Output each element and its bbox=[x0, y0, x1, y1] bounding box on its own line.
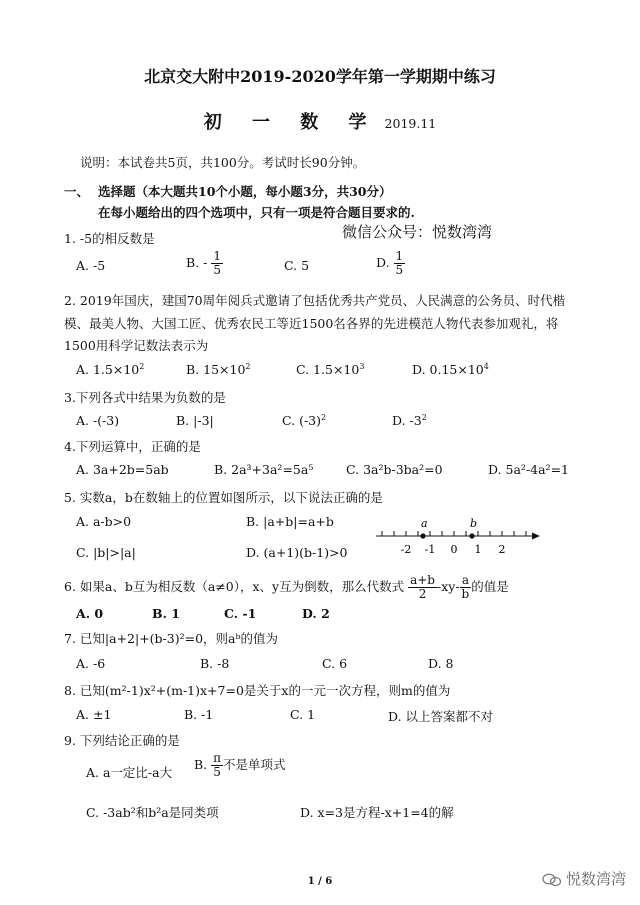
q5-option-b: B. |a+b|=a+b bbox=[246, 514, 334, 529]
exam-date: 2019.11 bbox=[384, 116, 437, 131]
q9-option-c: C. -3ab²和b²a是同类项 bbox=[86, 805, 219, 820]
fraction-numerator: a+b bbox=[410, 573, 435, 587]
tick-label: -2 bbox=[400, 543, 412, 556]
exponent: 2 bbox=[245, 362, 251, 371]
option-text: D. -3 bbox=[392, 413, 422, 429]
q6-option-c: C. -1 bbox=[224, 606, 257, 621]
q6-end-text: 的值是 bbox=[471, 579, 509, 595]
option-text: C. (-3) bbox=[282, 413, 321, 429]
arrow-right-icon bbox=[532, 533, 540, 540]
option-text: C. 1.5×10 bbox=[296, 362, 360, 378]
q6-fraction-1 bbox=[408, 574, 437, 601]
q3-option-d bbox=[392, 413, 427, 428]
q6-stem-text: 6. 如果a、b互为相反数（a≠0），x、y互为倒数，那么代数式 bbox=[64, 579, 405, 595]
q1-option-d-label: D. bbox=[376, 255, 390, 271]
question-2-line-1: 2. 2019年国庆，建国70周年阅兵式邀请了包括优秀共产党员、人民满意的公务员、时代楷 bbox=[64, 293, 566, 308]
q3-option-a: A. -(-3) bbox=[76, 413, 120, 428]
q8-option-d: D. 以上答案都不对 bbox=[388, 709, 494, 724]
q7-option-a: A. -6 bbox=[76, 656, 106, 671]
q3-option-c bbox=[282, 413, 326, 428]
q2-option-c bbox=[296, 362, 364, 377]
fraction-denominator: 5 bbox=[395, 263, 404, 278]
q7-option-c: C. 6 bbox=[322, 656, 348, 671]
q1-option-c: C. 5 bbox=[284, 258, 310, 273]
q6-middle-text: -xy- bbox=[436, 579, 460, 595]
fraction-numerator: 1 bbox=[395, 249, 404, 263]
q1-option-b-label: B. - bbox=[186, 255, 208, 271]
section-number: 一、 bbox=[64, 184, 90, 199]
question-2-line-3: 1500用科学记数法表示为 bbox=[64, 338, 209, 353]
wechat-icon bbox=[542, 873, 562, 887]
q3-option-b: B. |-3| bbox=[176, 413, 214, 428]
q8-option-c: C. 1 bbox=[290, 707, 316, 722]
q4-option-d: D. 5a²-4a²=1 bbox=[488, 462, 570, 477]
q2-option-a bbox=[76, 362, 144, 377]
fraction-numerator: π bbox=[213, 751, 222, 765]
q9-option-b-text: 不是单项式 bbox=[223, 757, 286, 773]
fraction-denominator: 5 bbox=[213, 765, 221, 780]
q8-option-b: B. -1 bbox=[184, 707, 214, 722]
q9-option-d: D. x=3是方程-x+1=4的解 bbox=[300, 805, 454, 820]
fraction-numerator: 1 bbox=[213, 249, 221, 263]
question-9-stem: 9. 下列结论正确的是 bbox=[64, 733, 180, 748]
point-a-dot bbox=[420, 533, 425, 538]
watermark bbox=[542, 868, 626, 889]
q6-option-d: D. 2 bbox=[302, 606, 330, 621]
exponent: 4 bbox=[483, 362, 489, 371]
subject-title: 初 一 数 学 bbox=[203, 112, 379, 133]
q1-option-b-fraction bbox=[211, 250, 223, 277]
document-title: 北京交大附中2019-2020学年第一学期期中练习 bbox=[144, 67, 496, 86]
q9-option-b-label: B. bbox=[194, 757, 208, 773]
q2-option-b bbox=[186, 362, 251, 377]
q6-option-b: B. 1 bbox=[152, 606, 180, 621]
q1-option-d bbox=[376, 250, 405, 277]
option-text: A. 1.5×10 bbox=[76, 362, 140, 378]
q5-option-c: C. |b|>|a| bbox=[76, 545, 136, 560]
q1-option-d-fraction bbox=[394, 250, 406, 277]
question-1-stem: 1. -5的相反数是 bbox=[64, 231, 155, 246]
q2-option-d bbox=[412, 362, 489, 377]
q6-option-a: A. 0 bbox=[76, 606, 104, 621]
watermark-text: 悦数湾湾 bbox=[565, 870, 626, 888]
q9-option-a: A. a一定比-a大 bbox=[86, 765, 173, 780]
fraction-denominator: b bbox=[461, 587, 470, 602]
question-3-stem: 3.下列各式中结果为负数的是 bbox=[64, 390, 226, 405]
wechat-account: 微信公众号：悦数湾湾 bbox=[342, 223, 493, 241]
tick-label: 1 bbox=[474, 543, 482, 556]
question-2-line-2: 模、最美人物、大国工匠、优秀农民工等近1500名各界的先进模范人物代表参加观礼，将 bbox=[64, 316, 559, 331]
number-line bbox=[372, 516, 542, 560]
q4-option-a: A. 3a+2b=5ab bbox=[76, 462, 169, 477]
tick-label: -1 bbox=[424, 543, 436, 556]
question-5-stem: 5. 实数a，b在数轴上的位置如图所示，以下说法正确的是 bbox=[64, 490, 383, 505]
question-6-stem bbox=[64, 574, 509, 601]
q8-option-a: A. ±1 bbox=[76, 707, 112, 722]
option-text: D. 0.15×10 bbox=[412, 362, 484, 378]
q9-option-b bbox=[194, 752, 286, 779]
q4-option-c: C. 3a²b-3ba²=0 bbox=[346, 462, 443, 477]
q1-option-b bbox=[186, 250, 223, 277]
q7-option-d: D. 8 bbox=[428, 656, 454, 671]
question-7-stem: 7. 已知|a+2|+(b-3)²=0，则aᵇ的值为 bbox=[64, 631, 278, 646]
exponent: 2 bbox=[321, 413, 327, 422]
document-subtitle bbox=[0, 108, 640, 134]
exam-note: 说明：本试卷共5页，共100分。考试时长90分钟。 bbox=[80, 155, 366, 170]
section-instruction: 在每小题给出的四个选项中，只有一项是符合题目要求的. bbox=[98, 205, 415, 220]
option-text: B. 15×10 bbox=[186, 362, 246, 378]
q9-option-b-fraction bbox=[211, 752, 223, 779]
page-number: 1 / 6 bbox=[307, 876, 333, 887]
exponent: 2 bbox=[421, 413, 427, 422]
fraction-denominator: 5 bbox=[213, 263, 221, 278]
point-a-label: a bbox=[421, 517, 428, 530]
question-8-stem: 8. 已知(m²-1)x²+(m-1)x+7=0是关于x的一元一次方程，则m的值为 bbox=[64, 683, 451, 698]
tick-label: 2 bbox=[498, 543, 506, 556]
point-b-label: b bbox=[470, 517, 478, 530]
exponent: 3 bbox=[359, 362, 365, 371]
q5-option-d: D. (a+1)(b-1)>0 bbox=[246, 545, 348, 560]
q1-option-a: A. -5 bbox=[76, 258, 106, 273]
point-b-dot bbox=[469, 533, 474, 538]
question-4-stem: 4.下列运算中，正确的是 bbox=[64, 439, 201, 454]
q5-option-a: A. a-b>0 bbox=[76, 514, 132, 529]
q6-fraction-2 bbox=[460, 574, 472, 601]
q7-option-b: B. -8 bbox=[200, 656, 230, 671]
fraction-denominator: 2 bbox=[418, 587, 427, 602]
fraction-numerator: a bbox=[461, 573, 469, 587]
tick-label: 0 bbox=[450, 543, 458, 556]
section-title: 选择题（本大题共10个小题，每小题3分，共30分） bbox=[98, 184, 392, 199]
q4-option-b: B. 2a³+3a²=5a⁵ bbox=[214, 462, 314, 477]
exponent: 2 bbox=[139, 362, 145, 371]
